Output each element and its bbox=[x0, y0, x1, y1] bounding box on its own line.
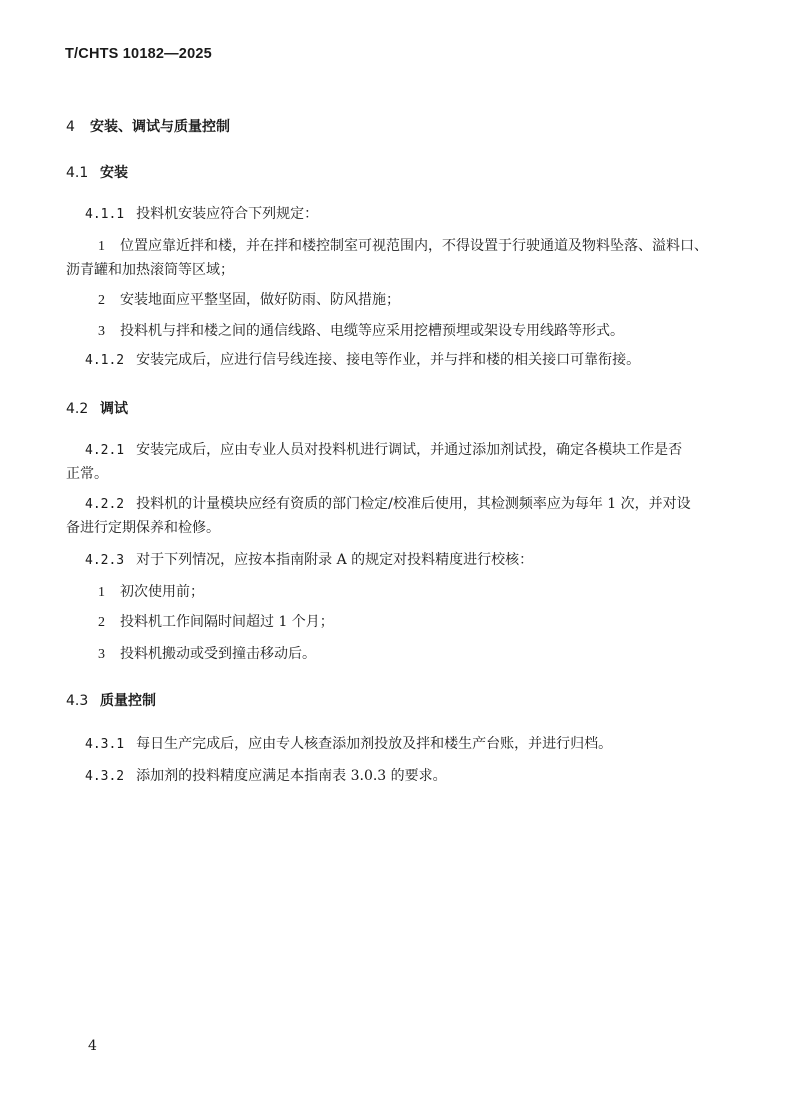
list-marker: 1 bbox=[98, 585, 105, 600]
list-marker: 2 bbox=[98, 293, 105, 308]
list-item-text: 投料机与拌和楼之间的通信线路、电缆等应采用挖槽预埋或架设专用线路等形式。 bbox=[120, 323, 624, 339]
section-number: 4.3 bbox=[66, 693, 89, 709]
list-item-text: 位置应靠近拌和楼，并在拌和楼控制室可视范围内，不得设置于行驶通道及物料坠落、溢料口、 bbox=[120, 238, 708, 254]
clause-4-2-3 bbox=[66, 546, 726, 575]
list-item bbox=[98, 286, 726, 315]
section-4-3-heading bbox=[66, 690, 156, 710]
document-id-header: T/CHTS 10182—2025 bbox=[65, 46, 212, 62]
list-marker: 2 bbox=[98, 615, 105, 630]
clause-text: 每日生产完成后，应由专人核查添加剂投放及拌和楼生产台账，并进行归档。 bbox=[136, 736, 613, 752]
clause-continuation: 正常。 bbox=[66, 466, 108, 482]
section-number: 4 bbox=[66, 119, 75, 135]
list-item bbox=[98, 608, 726, 637]
clause-text: 对于下列情况，应按本指南附录 A 的规定对投料精度进行校核： bbox=[136, 552, 534, 568]
list-item-text: 安装地面应平整坚固，做好防雨、防风措施； bbox=[120, 292, 400, 308]
clause-number: 4.2.2 bbox=[85, 497, 125, 512]
section-number: 4.2 bbox=[66, 401, 89, 417]
section-title: 安装 bbox=[100, 165, 128, 181]
clause-text: 添加剂的投料精度应满足本指南表 3.0.3 的要求。 bbox=[136, 768, 447, 784]
list-marker: 3 bbox=[98, 324, 105, 339]
section-4-2-heading bbox=[66, 398, 128, 418]
clause-number: 4.2.1 bbox=[85, 443, 125, 458]
list-item bbox=[98, 317, 726, 346]
list-item-text: 初次使用前； bbox=[120, 584, 204, 600]
list-item-text: 投料机搬动或受到撞击移动后。 bbox=[120, 646, 316, 662]
section-title: 调试 bbox=[100, 401, 128, 417]
list-item bbox=[98, 640, 726, 669]
clause-number: 4.1.2 bbox=[85, 353, 125, 368]
clause-4-1-2 bbox=[66, 346, 726, 375]
clause-text: 安装完成后，应由专业人员对投料机进行调试，并通过添加剂试投，确定各模块工作是否 bbox=[136, 442, 683, 458]
page-number: 4 bbox=[88, 1038, 97, 1054]
clause-4-3-2 bbox=[66, 762, 726, 791]
clause-4-3-1 bbox=[66, 730, 726, 759]
section-title: 质量控制 bbox=[100, 693, 156, 709]
clause-number: 4.3.2 bbox=[85, 769, 125, 784]
list-item-continuation: 沥青罐和加热滚筒等区域； bbox=[66, 262, 234, 278]
clause-number: 4.2.3 bbox=[85, 553, 125, 568]
section-number: 4.1 bbox=[66, 165, 89, 181]
list-marker: 3 bbox=[98, 647, 105, 662]
list-item-text: 投料机工作间隔时间超过 1 个月； bbox=[120, 614, 334, 630]
clause-text: 投料机的计量模块应经有资质的部门检定/校准后使用，其检测频率应为每年 1 次，并对设 bbox=[136, 496, 691, 512]
list-item bbox=[98, 578, 726, 607]
clause-4-1-1 bbox=[66, 200, 726, 229]
clause-text: 安装完成后，应进行信号线连接、接电等作业，并与拌和楼的相关接口可靠衔接。 bbox=[136, 352, 641, 368]
section-title: 安装、调试与质量控制 bbox=[90, 119, 230, 135]
section-4-1-heading bbox=[66, 162, 128, 182]
clause-number: 4.1.1 bbox=[85, 207, 125, 222]
clause-number: 4.3.1 bbox=[85, 737, 125, 752]
clause-text: 投料机安装应符合下列规定： bbox=[136, 206, 319, 222]
section-4-heading bbox=[66, 116, 230, 136]
clause-continuation: 备进行定期保养和检修。 bbox=[66, 520, 220, 536]
list-marker: 1 bbox=[98, 239, 105, 254]
